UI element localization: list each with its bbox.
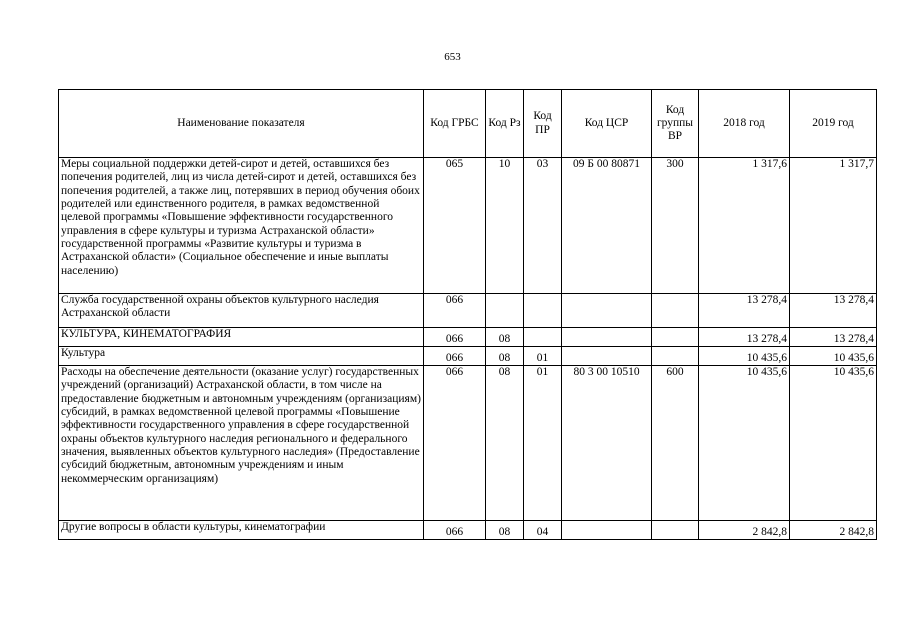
row-name: Другие вопросы в области культуры, кинематографии [59,521,424,540]
row-vr [652,347,699,366]
header-grbs: Код ГРБС [424,90,486,158]
header-row [59,90,877,158]
header-name: Наименование показателя [59,90,424,158]
row-vr [652,521,699,540]
row-csr: 80 3 00 10510 [562,366,652,521]
row-2018: 10 435,6 [699,366,790,521]
row-csr: 09 Б 00 80871 [562,158,652,294]
row-grbs: 066 [424,328,486,347]
row-vr [652,294,699,328]
row-2018: 2 842,8 [699,521,790,540]
row-rz: 08 [486,366,524,521]
row-rz: 08 [486,328,524,347]
row-vr: 300 [652,158,699,294]
row-rz: 08 [486,347,524,366]
row-2019: 2 842,8 [790,521,877,540]
row-pr: 03 [524,158,562,294]
row-name: Служба государственной охраны объектов культурного наследия Астраханской области [59,294,424,328]
table-row [59,328,877,347]
row-vr [652,328,699,347]
row-grbs: 066 [424,366,486,521]
row-2018: 13 278,4 [699,328,790,347]
row-grbs: 065 [424,158,486,294]
row-csr [562,294,652,328]
header-csr: Код ЦСР [562,90,652,158]
row-2019: 10 435,6 [790,347,877,366]
row-rz: 08 [486,521,524,540]
row-name: КУЛЬТУРА, КИНЕМАТОГРАФИЯ [59,328,424,347]
budget-table [58,89,877,540]
row-pr: 01 [524,347,562,366]
row-name: Меры социальной поддержки детей-сирот и детей, оставшихся без попечения родителей, лиц из числа детей-сирот и детей, оставшихся без попечения родителей, а также лиц, потерявших в период обучения обоих родителей или единственного родителя, в рамках ведомственной целевой программы «Повышение эффективности государственного управления в сфере культуры и туризма Астраханской области» государственной программы «Развитие культуры и туризма в Астраханской области» (Социальное обеспечение и иные выплаты населению) [59,158,424,294]
row-name: Расходы на обеспечение деятельности (оказание услуг) государственных учреждений (организаций) Астраханской области, в том числе на предоставление бюджетным и автономным учреждениям (организациям) субсидий, в рамках ведомственной целевой программы «Повышение эффективности государственного управления в сфере государственной охраны объектов культурного наследия регионального и федерального значения, выявленных объектов культурного наследия» (Предоставление субсидий бюджетным, автономным учреждениям и иным некоммерческим организациям) [59,366,424,521]
row-pr [524,294,562,328]
row-pr: 04 [524,521,562,540]
row-2018: 1 317,6 [699,158,790,294]
row-rz [486,294,524,328]
header-2019: 2019 год [790,90,877,158]
row-grbs: 066 [424,521,486,540]
table-row [59,158,877,294]
table-row [59,347,877,366]
row-2019: 1 317,7 [790,158,877,294]
page-number: 653 [444,51,461,63]
table-row [59,366,877,521]
row-csr [562,521,652,540]
row-csr [562,347,652,366]
row-pr: 01 [524,366,562,521]
row-2018: 13 278,4 [699,294,790,328]
row-2018: 10 435,6 [699,347,790,366]
row-csr [562,328,652,347]
row-grbs: 066 [424,294,486,328]
row-grbs: 066 [424,347,486,366]
row-name: Культура [59,347,424,366]
table-row [59,294,877,328]
row-2019: 13 278,4 [790,294,877,328]
row-pr [524,328,562,347]
row-2019: 10 435,6 [790,366,877,521]
header-vr: Код группы ВР [652,90,699,158]
row-rz: 10 [486,158,524,294]
table-row [59,521,877,540]
row-2019: 13 278,4 [790,328,877,347]
header-rz: Код Рз [486,90,524,158]
row-vr: 600 [652,366,699,521]
header-2018: 2018 год [699,90,790,158]
header-pr: Код ПР [524,90,562,158]
